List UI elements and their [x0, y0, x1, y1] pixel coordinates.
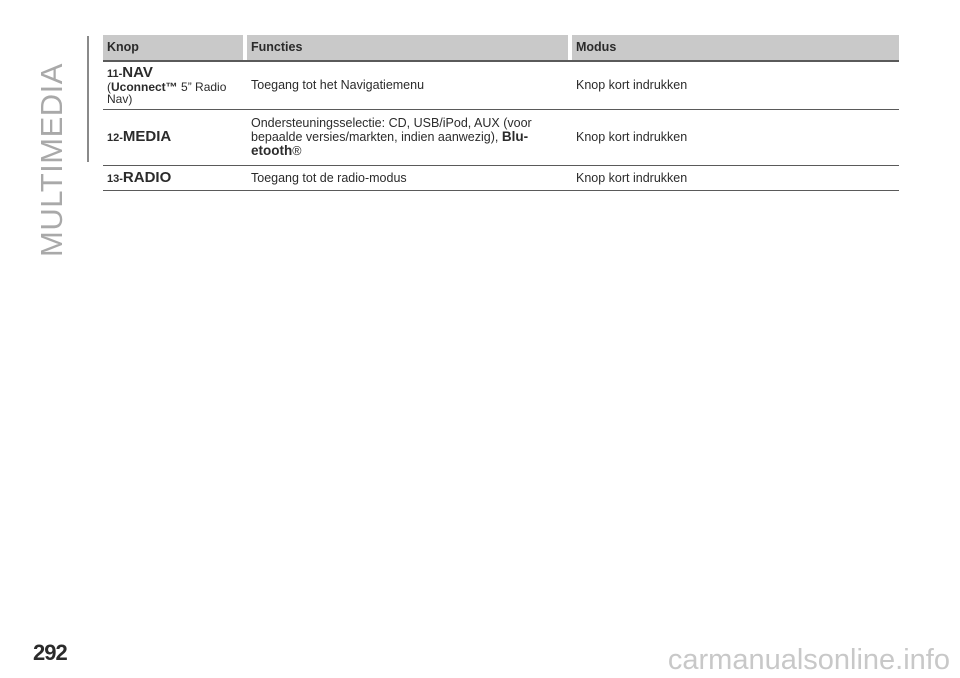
- table-row: [103, 110, 899, 166]
- button-number: 13-: [107, 172, 123, 185]
- button-note: (Uconnect™ 5” Radio Nav): [107, 80, 227, 106]
- table-header: [103, 35, 899, 62]
- mode-cell: Knop kort indrukken: [576, 130, 688, 144]
- section-divider: [87, 36, 89, 162]
- knop-cell: [103, 62, 243, 109]
- table-row: [103, 166, 899, 191]
- section-label: MULTIMEDIA: [34, 63, 69, 257]
- function-cell: Ondersteuningsselectie: CD, USB/iPod, AUX (voor bepaalde versies/markten, indien aanwezig), Blu-etooth®: [251, 116, 532, 158]
- header-knop: Knop: [103, 35, 243, 60]
- button-number: 12-: [107, 132, 123, 144]
- button-name: RADIO: [122, 168, 172, 186]
- function-cell: Toegang tot het Navigatiemenu: [251, 78, 425, 92]
- buttons-table: [103, 35, 899, 191]
- knop-cell: [103, 110, 243, 165]
- table-row: [103, 62, 899, 110]
- page-number: 292: [33, 640, 67, 665]
- button-name: MEDIA: [122, 128, 172, 145]
- header-functies: Functies: [247, 35, 568, 60]
- mode-cell: Knop kort indrukken: [576, 170, 688, 185]
- knop-cell: [103, 166, 243, 190]
- watermark: carmanualsonline.info: [667, 644, 950, 676]
- button-name: NAV: [122, 64, 153, 81]
- function-cell: Toegang tot de radio-modus: [251, 170, 407, 185]
- button-number: 11-: [107, 68, 123, 80]
- header-modus: Modus: [572, 35, 899, 60]
- mode-cell: Knop kort indrukken: [576, 78, 688, 92]
